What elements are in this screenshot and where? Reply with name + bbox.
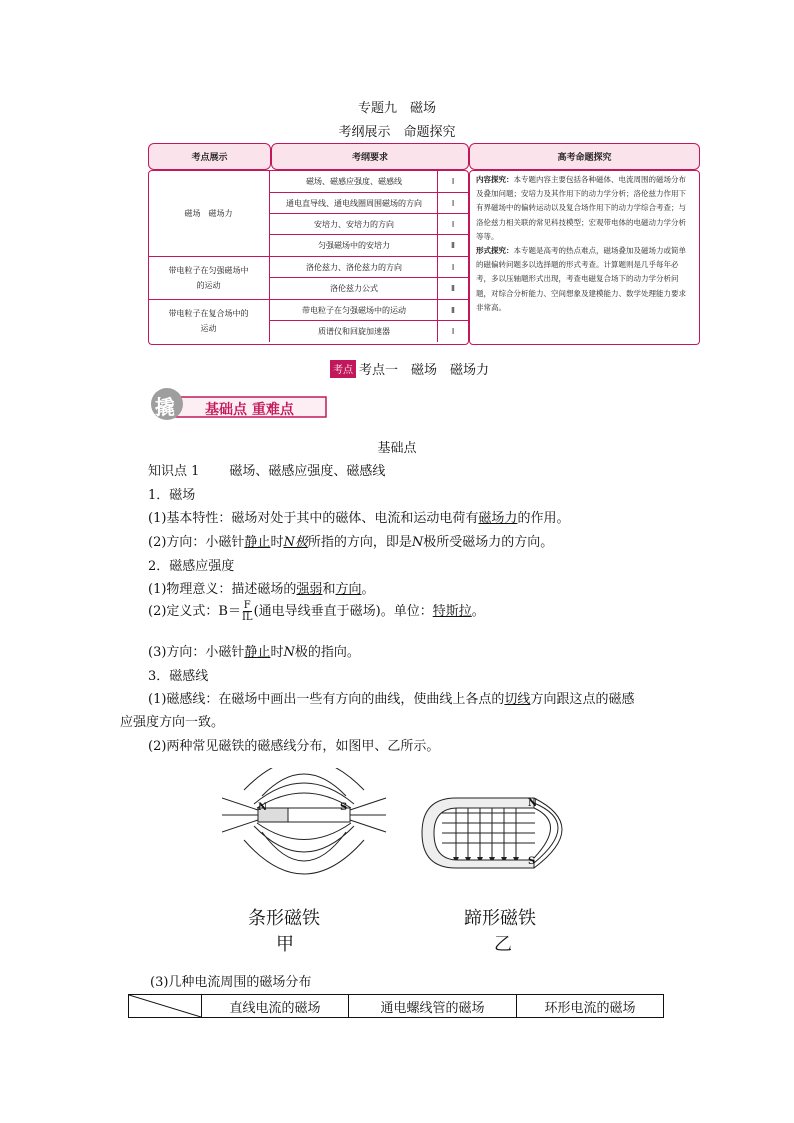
row-level: Ⅰ <box>437 320 468 342</box>
underlined: 磁场力 <box>478 511 518 526</box>
row-requirement: 洛伦兹力、洛伦兹力的方向 <box>269 256 438 278</box>
text: (通电导线垂直于磁场)。单位： <box>253 604 433 619</box>
text: 方向跟这点的磁感 <box>530 692 635 707</box>
kp-title: 磁场、磁感应强度、磁感线 <box>229 464 386 479</box>
row-level: Ⅱ <box>437 299 468 321</box>
row-level: Ⅱ <box>437 234 468 256</box>
text: N <box>411 535 424 550</box>
section-banner <box>150 387 328 421</box>
numerator: F <box>243 600 251 611</box>
text: 极所受磁场力的方向。 <box>423 535 554 550</box>
diagonal-line <box>129 995 201 1017</box>
exam-analysis <box>476 173 692 315</box>
text: 和 <box>322 582 336 597</box>
para-1-2 <box>148 531 553 550</box>
header-kaogang: 考纲要求 <box>271 143 469 170</box>
text: (1)基本特性：磁场对处于其中的磁体、电流和运动电荷有 <box>148 511 479 526</box>
para-2-1 <box>148 578 374 597</box>
knowledge-point <box>148 460 385 479</box>
syllabus-row <box>269 320 467 341</box>
table-header-cell: 直线电流的磁场 <box>202 995 349 1018</box>
denominator: IL <box>241 612 253 623</box>
banner-char: 撬 <box>155 395 175 419</box>
page-subtitle: 考纲展示 命题探究 <box>338 125 456 140</box>
exam-content-text: 本专题内容主要包括各种磁体、电流周围的磁场分布及叠加问题；安培力及其作用下的动力学分析；洛伦兹力作用下有界磁场中的偏转运动以及复合场作用下的动力学综合考查；与洛伦兹力相关联的常见科技模型；宏观带电体的电磁动力学分析等等。 <box>476 175 686 241</box>
table-row <box>129 995 664 1018</box>
syllabus-row <box>269 256 467 277</box>
row-requirement: 洛伦兹力公式 <box>269 277 438 299</box>
para-3-1 <box>148 688 634 707</box>
text: 。 <box>361 582 375 597</box>
exam-form-label: 形式探究： <box>476 246 514 256</box>
current-field-table <box>128 994 664 1018</box>
underlined: 静止 <box>244 645 271 660</box>
exam-form-text: 本专题是高考的热点难点，磁场叠加及磁场力或简单的磁偏转问题多以选择题的形式考查。计算题则是几乎每年必考，多以压轴题形式出现，考查电磁复合场下的动力学分析问题，对综合分析能力、空间想象及建模能力、数学处理能力要求非常高。 <box>476 246 686 312</box>
text: (1)磁感线：在磁场中画出一些有方向的曲线，使曲线上各点的 <box>148 692 505 707</box>
text: 时 <box>270 645 284 660</box>
para-3-1-cont: 应强度方向一致。 <box>120 715 225 730</box>
text: 的作用。 <box>517 511 570 526</box>
para-3-2: (2)两种常见磁铁的磁感线分布，如图甲、乙所示。 <box>148 739 440 754</box>
text: 时 <box>270 535 284 550</box>
heading-3: 3．磁感线 <box>148 669 209 684</box>
syllabus-row <box>269 213 467 234</box>
text: (1)物理意义：描述磁场的 <box>148 582 297 597</box>
kp-label: 知识点 1 <box>148 464 200 479</box>
underlined: 切线 <box>504 692 531 707</box>
underlined: 静止 <box>244 535 271 550</box>
para-2-2 <box>148 600 485 623</box>
magnet-figure <box>222 768 590 958</box>
row-level: Ⅰ <box>437 192 468 214</box>
syllabus-row <box>269 277 467 298</box>
table-header-cell: 通电螺线管的磁场 <box>349 995 517 1018</box>
kaodian-heading <box>330 359 489 378</box>
heading-1: 1．磁场 <box>148 488 196 503</box>
caption-yi: 乙 <box>494 934 512 955</box>
row-level: Ⅰ <box>437 213 468 235</box>
text: 所指的方向，即是 <box>307 535 412 550</box>
kaodian-icon: 考点 <box>330 360 356 378</box>
section-title: 基础点 <box>377 441 417 456</box>
horseshoe-n-label: N <box>528 798 538 809</box>
row-requirement: 匀强磁场中的安培力 <box>269 234 438 256</box>
syllabus-row <box>269 192 467 213</box>
heading-2: 2．磁感应强度 <box>148 559 235 574</box>
row-level: Ⅰ <box>437 256 468 278</box>
underlined: 方向 <box>335 582 362 597</box>
caption-bar-magnet: 条形磁铁 <box>248 908 320 929</box>
horseshoe-s-label: S <box>528 856 536 867</box>
para-1-1 <box>148 507 569 526</box>
para-3-3: (3)几种电流周围的磁场分布 <box>150 975 312 990</box>
bar-magnet-n-label: N <box>258 802 268 813</box>
syllabus-table <box>148 143 700 345</box>
text: (3)方向：小磁针 <box>148 645 245 660</box>
row-level: Ⅱ <box>437 277 468 299</box>
text: N <box>283 645 295 660</box>
row-requirement: 带电粒子在匀强磁场中的运动 <box>269 299 438 321</box>
row-requirement: 磁场、磁感应强度、磁感线 <box>269 171 438 192</box>
syllabus-row <box>269 234 467 255</box>
formula-fraction <box>242 600 253 623</box>
header-gaokao: 高考命题探究 <box>469 143 700 170</box>
header-kaodian: 考点展示 <box>148 143 271 170</box>
text: 。 <box>471 604 485 619</box>
page-title: 专题九 磁场 <box>357 101 436 116</box>
text: 极的指向。 <box>294 645 360 660</box>
exam-content-label: 内容探究： <box>476 175 514 184</box>
text: (2)定义式：B＝ <box>148 604 241 619</box>
group-magnetic-field: 磁场 磁场力 <box>184 208 233 218</box>
banner-label: 基础点 重难点 <box>205 402 294 418</box>
table-header-cell: 环形电流的磁场 <box>516 995 663 1018</box>
para-2-3 <box>148 641 360 660</box>
bar-magnet-s-label: S <box>340 802 348 813</box>
caption-horseshoe-magnet: 蹄形磁铁 <box>464 908 536 929</box>
group-uniform-field: 带电粒子在匀强磁场中的运动 <box>168 266 249 290</box>
text: (2)方向：小磁针 <box>148 535 245 550</box>
kaodian-title: 考点一 磁场 磁场力 <box>359 363 490 378</box>
syllabus-row <box>269 171 467 192</box>
group-composite-field: 带电粒子在复合场中的运动 <box>168 309 249 333</box>
syllabus-row <box>269 299 467 320</box>
underlined: 特斯拉 <box>432 604 472 619</box>
row-requirement: 通电直导线、通电线圈周围磁场的方向 <box>269 192 438 214</box>
row-requirement: 质谱仪和回旋加速器 <box>269 320 438 342</box>
caption-jia: 甲 <box>276 934 294 955</box>
row-level: Ⅰ <box>437 171 468 192</box>
row-requirement: 安培力、安培力的方向 <box>269 213 438 235</box>
underlined: 强弱 <box>296 582 323 597</box>
table-corner-cell <box>129 995 202 1018</box>
underlined: N极 <box>283 535 308 550</box>
